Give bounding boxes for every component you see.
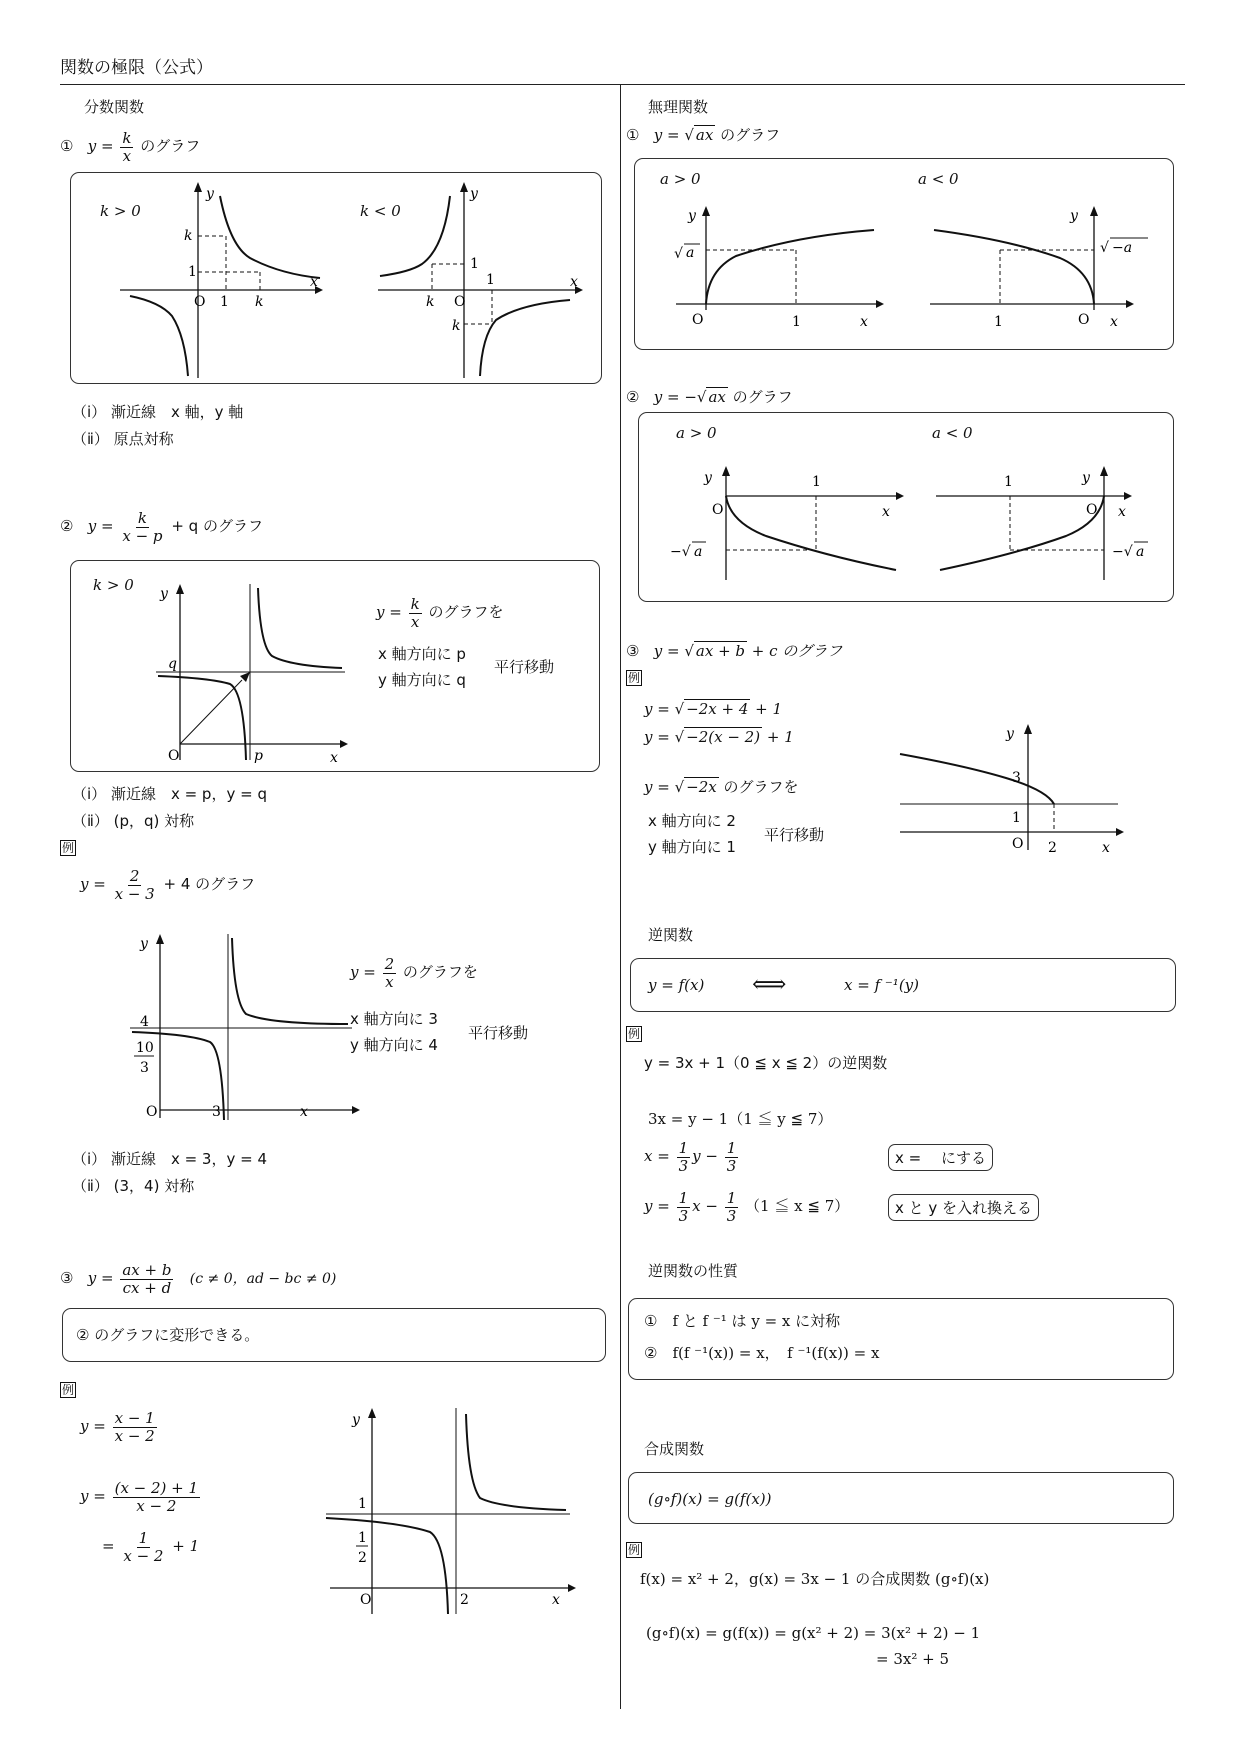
box-3-text: ② のグラフに変形できる。 [76,1326,260,1344]
formula-3: ③ y = $\frac{ax + b}{cx + d}$ (c ≠ 0，ad − bc ≠ 0) [60,1261,337,1297]
k-label: k [184,228,193,244]
inverse-right: x = f ⁻¹(y) [844,976,919,994]
inverse-left: y = f(x) [648,976,705,994]
svg-text:4: 4 [140,1014,149,1030]
axis-x: x [570,274,578,290]
example-3-graph [320,1404,580,1614]
svg-text:2: 2 [358,1550,367,1566]
svg-text:a: a [686,245,695,261]
svg-text:O: O [692,312,704,328]
svg-text:−a: −a [1112,240,1133,256]
cond-k-neg: k < 0 [360,202,401,220]
svg-text:O: O [1078,312,1090,328]
irr2-cond-a-pos: a > 0 [676,424,717,442]
desc-2: y = $\frac{k}{x}$ のグラフを [376,595,504,631]
axis-y: y [206,186,214,202]
composite-formula: (g∘f)(x) = g(f(x)) [648,1490,772,1508]
svg-text:O: O [360,1592,372,1608]
fraction: $\frac{k}{x}$ [122,129,132,165]
svg-text:3: 3 [1012,770,1021,786]
shift-x-2: x 軸方向に p [378,645,466,663]
example-2-desc: y = $\frac{2}{x}$ のグラフを [350,955,478,991]
irr1-graph-neg [920,200,1160,340]
shift-y-2: y 軸方向に q [378,671,466,689]
svg-text:−√: −√ [1112,544,1133,560]
irr2-graph-neg [926,460,1166,590]
cond-k-pos: k > 0 [100,202,141,220]
graph-2 [150,580,350,770]
irr-move: 平行移動 [764,826,825,844]
example-2-graph [120,930,360,1120]
formula-2: ② y = $\frac{k}{x - p}$ + q のグラフ [60,509,263,545]
irr-formula-1: ① y = √ ax のグラフ [626,126,781,144]
svg-text:x: x [1110,314,1118,330]
prop-1-1: （ⅰ） 漸近線 x 軸，y 軸 [72,403,244,421]
inverse-example-label: 例 [628,1027,641,1041]
svg-text:x: x [1102,840,1110,856]
irr1-cond-a-pos: a > 0 [660,170,701,188]
svg-text:x: x [552,1592,560,1608]
graph-k-pos [110,178,330,378]
composite-example-label: 例 [628,1543,641,1557]
example-2-move: 平行移動 [468,1024,529,1042]
inverse-ex-title: y = 3x + 1（0 ≦ x ≦ 2）の逆関数 [644,1054,888,1072]
k-x: k [426,294,435,310]
composite-calc-1: (g∘f)(x) = g(f(x)) = g(x² + 2) = 3(x² + 2) − 1 [646,1624,981,1642]
svg-text:y: y [352,1412,360,1428]
inverse-tag-2: x と y を入れ換える [888,1194,1039,1221]
example-2-shift-x: x 軸方向に 3 [350,1010,438,1028]
svg-text:3: 3 [212,1104,221,1120]
inverse-arrow: ⟺ [752,970,787,998]
svg-text:y: y [1082,470,1090,486]
irr-example-label: 例 [628,671,641,685]
example-3-line-1: y = $\frac{x - 1}{x - 2}$ [80,1409,155,1445]
column-divider [620,84,621,1709]
origin: O [194,294,206,310]
svg-text:x: x [330,750,338,766]
example-label-2: 例 [62,841,75,855]
irr-ex-line-1: y = √ −2x + 4 + 1 [644,700,783,718]
example-3-line-2: y = $\frac{(x - 2) + 1}{x - 2}$ [80,1479,199,1515]
eq-lhs: y = [87,137,114,155]
irr-formula-2: ② y = −√ ax のグラフ [626,388,793,406]
move-2: 平行移動 [494,658,555,676]
irr-ex-graph [896,720,1126,860]
irr-shift-y: y 軸方向に 1 [648,838,736,856]
svg-text:p: p [254,748,263,764]
svg-text:y: y [1006,726,1014,742]
prop-1-2: （ⅱ） 原点対称 [72,430,174,448]
svg-text:y: y [688,208,696,224]
cond-2: k > 0 [93,576,134,594]
svg-text:1: 1 [1012,810,1021,826]
irr1-cond-a-neg: a < 0 [918,170,959,188]
svg-text:y: y [1070,208,1078,224]
svg-text:√: √ [1100,240,1109,256]
svg-text:x: x [882,504,890,520]
example-2-prop-2: （ⅱ） (3，4) 対称 [72,1177,195,1195]
svg-text:2: 2 [460,1592,469,1608]
inverse-prop-1: ① f と f ⁻¹ は y = x に対称 [644,1312,841,1330]
inverse-props-title: 逆関数の性質 [648,1262,739,1280]
header-rule [60,84,1185,85]
svg-text:O: O [168,748,180,764]
one-y: 1 [470,256,479,272]
inverse-step-3: y = $\frac{1}{3}$ x − $\frac{1}{3}$ （1 ≦ x ≦ 7） [644,1189,850,1225]
example-label-3: 例 [62,1383,75,1397]
graph-k-neg [370,178,590,378]
one-x: 1 [486,272,495,288]
svg-text:√: √ [674,246,683,262]
svg-text:O: O [1086,502,1098,518]
svg-text:3: 3 [140,1060,149,1076]
svg-text:a: a [1136,544,1145,560]
example-2-shift-y: y 軸方向に 4 [350,1036,438,1054]
inverse-step-1: 3x = y − 1（1 ≦ y ≦ 7） [648,1110,833,1128]
axis-x: x [310,274,318,290]
example-3-line-3: = $\frac{1}{x - 2}$ + 1 [102,1529,200,1565]
inverse-tag-1: x = にする [888,1144,993,1171]
inverse-title: 逆関数 [648,926,694,944]
axis-y: y [470,186,478,202]
svg-text:a: a [694,544,703,560]
page-title: 関数の極限（公式） [60,58,213,78]
example-2-formula: y = $\frac{2}{x - 3}$ + 4 のグラフ [80,867,256,903]
k-x: k [255,294,264,310]
svg-text:y: y [160,586,168,602]
suffix: のグラフ [140,137,201,155]
svg-text:1: 1 [994,314,1003,330]
svg-text:1: 1 [1004,474,1013,490]
irrational-section-title: 無理関数 [648,98,709,116]
inverse-prop-2: ② f(f ⁻¹(x)) = x， f ⁻¹(f(x)) = x [644,1344,880,1362]
prop-2-1: （ⅰ） 漸近線 x = p，y = q [72,785,267,803]
svg-text:−√: −√ [670,544,691,560]
irr2-cond-a-neg: a < 0 [932,424,973,442]
svg-text:q: q [168,656,177,672]
k-y: k [452,318,461,334]
inverse-step-2: x = $\frac{1}{3}$ y − $\frac{1}{3}$ [644,1139,737,1175]
svg-text:10: 10 [136,1040,154,1056]
irr-formula-3: ③ y = √ ax + b + c のグラフ [626,642,843,660]
svg-text:O: O [1012,836,1024,852]
example-2-prop-1: （ⅰ） 漸近線 x = 3，y = 4 [72,1150,268,1168]
svg-text:y: y [704,470,712,486]
composite-ex-line: f(x) = x² + 2，g(x) = 3x − 1 の合成関数 (g∘f)(x) [640,1570,990,1588]
composite-title: 合成関数 [644,1440,705,1458]
svg-text:x: x [1118,504,1126,520]
irr-shift-x: x 軸方向に 2 [648,812,736,830]
svg-text:O: O [712,502,724,518]
svg-text:x: x [300,1104,308,1120]
svg-text:2: 2 [1048,840,1057,856]
svg-text:1: 1 [358,1530,367,1546]
svg-text:1: 1 [358,1496,367,1512]
svg-text:O: O [146,1104,158,1120]
svg-text:x: x [860,314,868,330]
svg-text:1: 1 [812,474,821,490]
num-1: ① [60,137,74,155]
prop-2-2: （ⅱ） (p，q) 対称 [72,812,195,830]
inverse-props-box [628,1298,1174,1380]
composite-calc-2: = 3x² + 5 [876,1650,950,1668]
svg-text:1: 1 [792,314,801,330]
irr-ex-line-3: y = √ −2x のグラフを [644,778,799,796]
svg-text:y: y [140,936,148,952]
fraction-section-title: 分数関数 [84,98,145,116]
irr-ex-line-2: y = √ −2(x − 2) + 1 [644,728,794,746]
one-x: 1 [220,294,229,310]
irr2-graph-pos [666,460,906,590]
irr1-graph-pos [666,200,886,340]
formula-1 [60,130,200,164]
origin: O [454,294,466,310]
one-label: 1 [188,264,197,280]
